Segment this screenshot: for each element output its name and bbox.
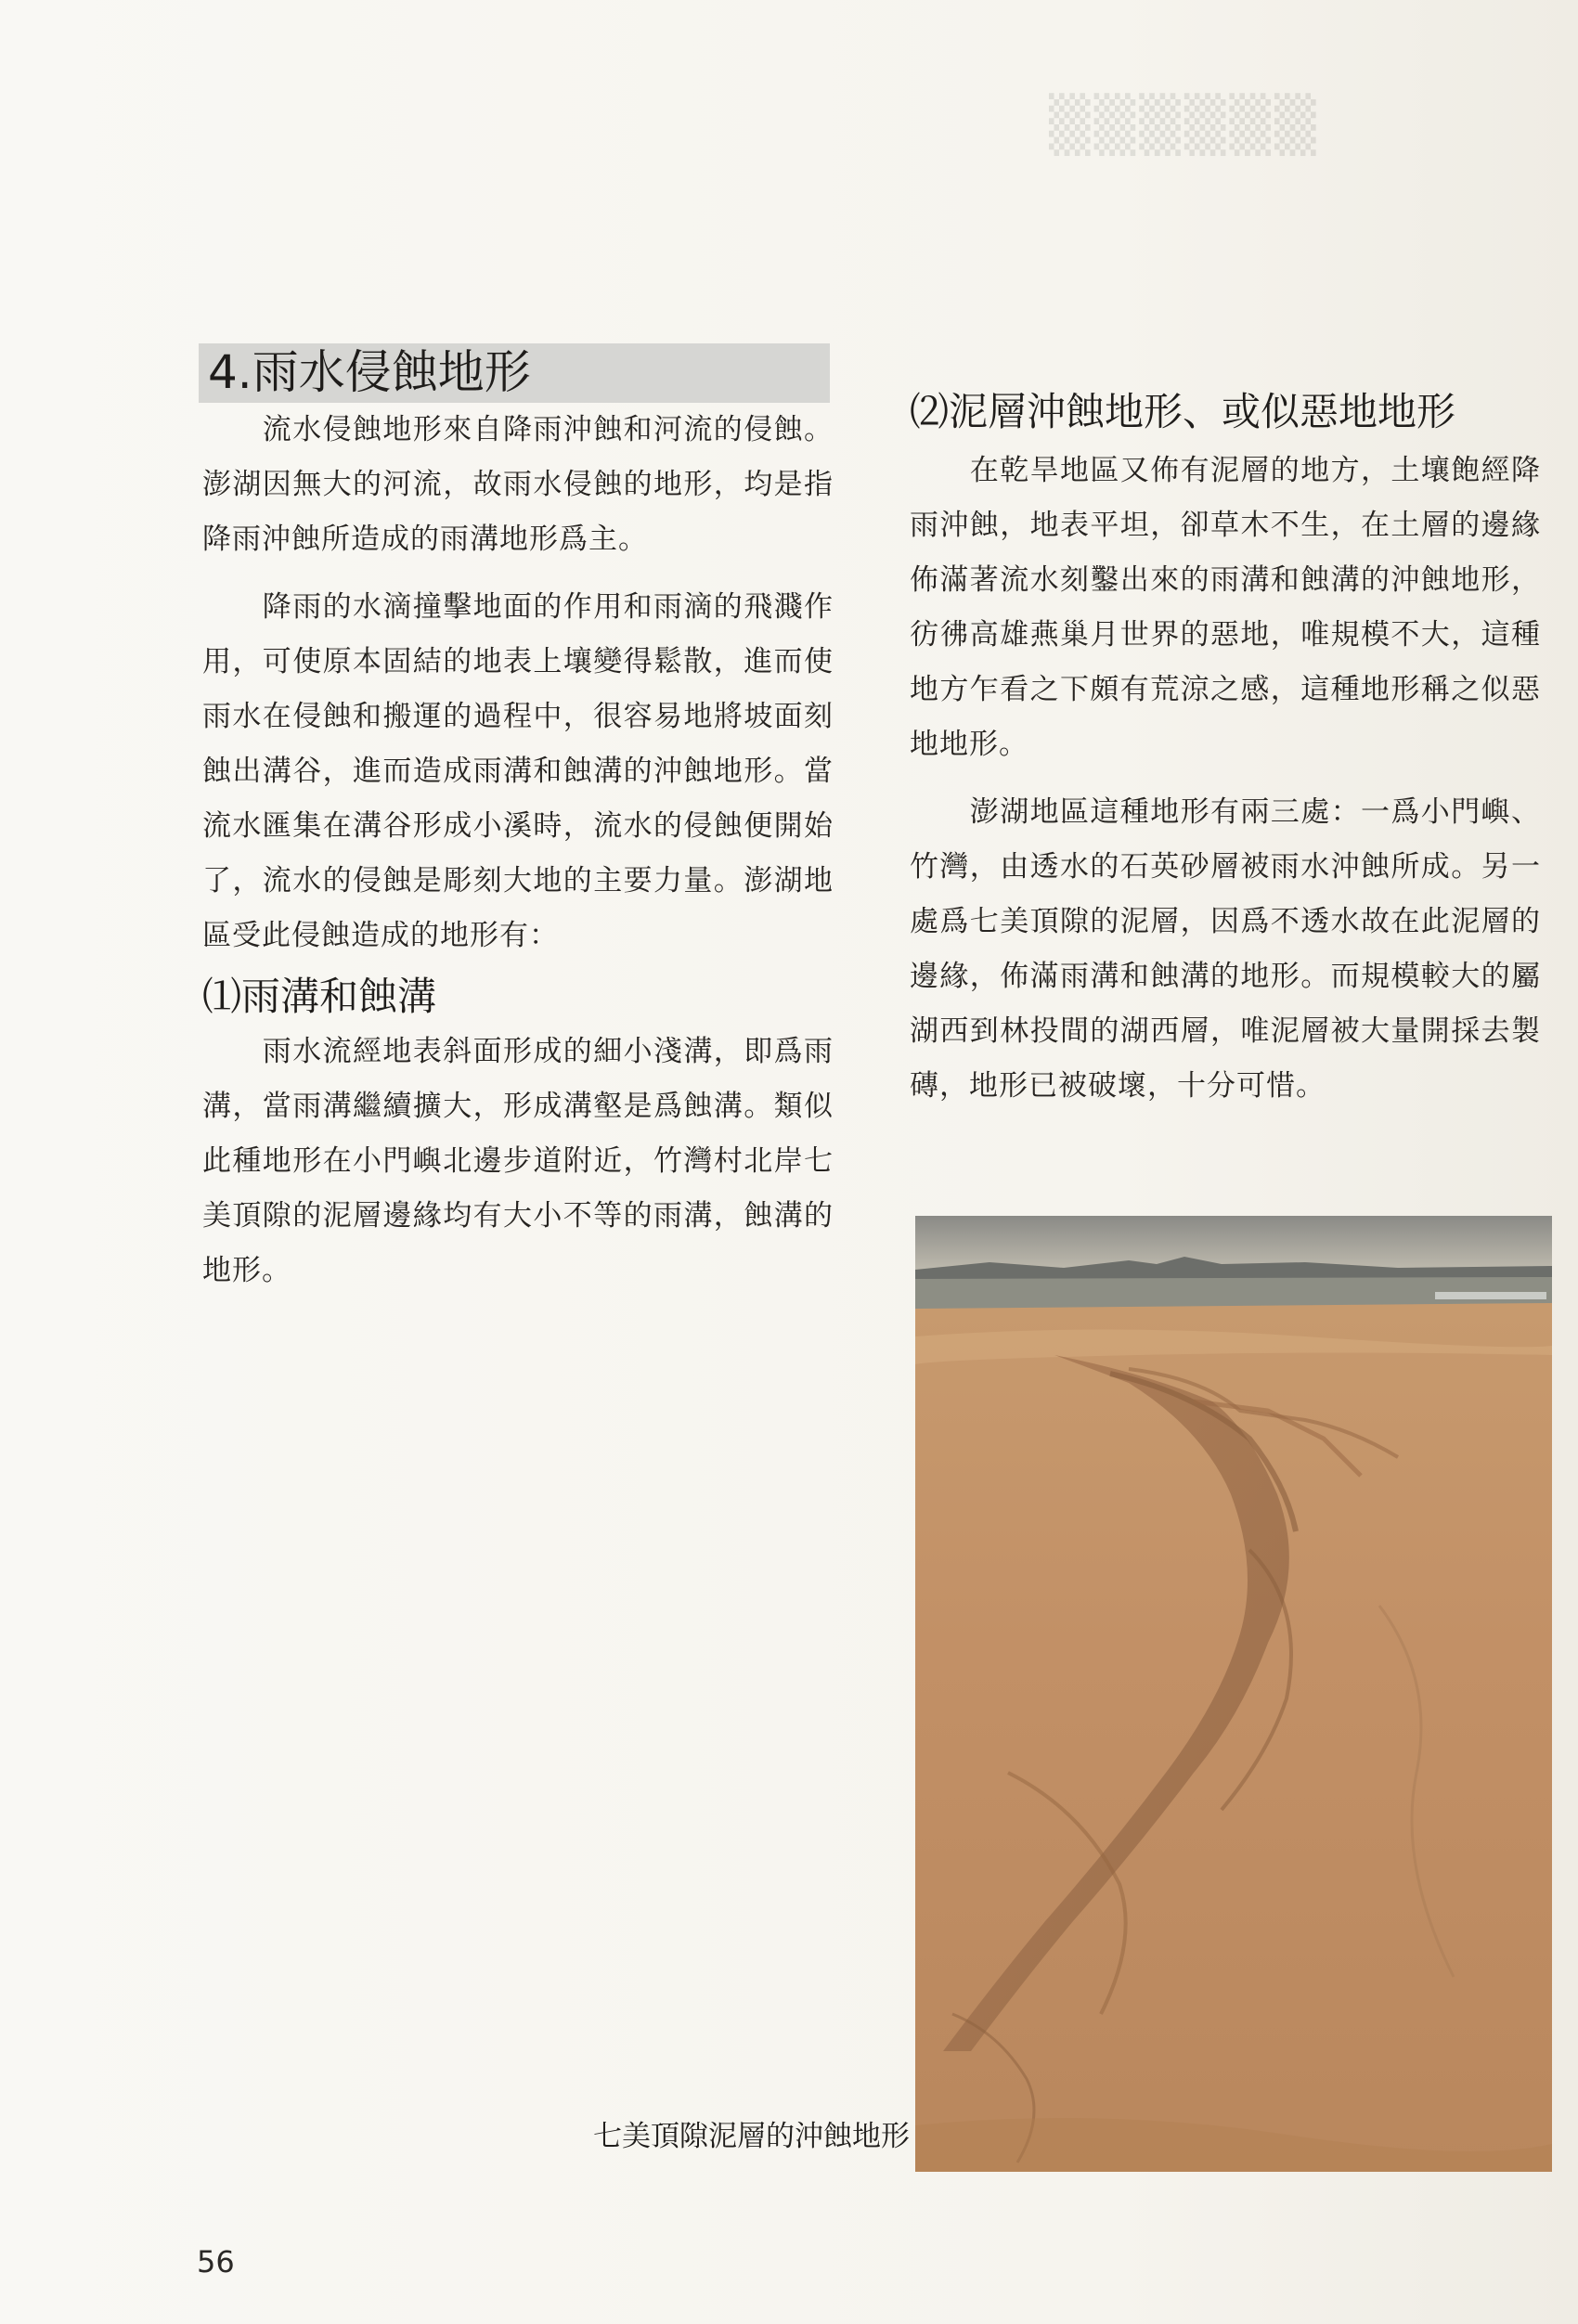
left-column xyxy=(202,343,834,1298)
erosion-landscape-photo xyxy=(915,1216,1552,2172)
paragraph: 澎湖地區這種地形有兩三處：一爲小門嶼、竹灣，由透水的石英砂層被雨水沖蝕所成。另一處爲七美頂隙的泥層，因爲不透水故在此泥層的邊緣，佈滿雨溝和蝕溝的地形。而規模較大的屬湖西到林投間的湖西層，唯泥層被大量開採去製磚，地形已被破壞，十分可惜。 xyxy=(910,795,1541,1103)
paragraph: 流水侵蝕地形來自降雨沖蝕和河流的侵蝕。澎湖因無大的河流，故雨水侵蝕的地形，均是指降雨沖蝕所造成的雨溝地形爲主。 xyxy=(202,413,834,556)
section-title: 4.雨水侵蝕地形 xyxy=(199,343,830,403)
paragraph: 雨水流經地表斜面形成的細小淺溝，即爲雨溝，當雨溝繼續擴大，形成溝壑是爲蝕溝。類似此種地形在小門嶼北邊步道附近，竹灣村北岸七美頂隙的泥層邊緣均有大小不等的雨溝，蝕溝的地形。 xyxy=(202,1035,834,1287)
paragraph: 在乾旱地區又佈有泥層的地方，土壤飽經降雨沖蝕，地表平坦，卻草木不生，在土層的邊緣佈滿著流水刻鑿出來的雨溝和蝕溝的沖蝕地形，彷彿高雄燕巢月世界的惡地，唯規模不大，這種地方乍看之下頗有荒涼之感，這種地形稱之似惡地地形。 xyxy=(910,454,1541,761)
subsection-title: ⑵泥層沖蝕地形、或似惡地地形 xyxy=(910,389,1456,434)
page-number: 56 xyxy=(197,2244,235,2279)
paragraph: 降雨的水滴撞擊地面的作用和雨滴的飛濺作用，可使原本固結的地表上壤變得鬆散，進而使雨水在侵蝕和搬運的過程中，很容易地將坡面刻蝕出溝谷，進而造成雨溝和蝕溝的沖蝕地形。當流水匯集在溝谷形成小溪時，流水的侵蝕便開始了，流水的侵蝕是彫刻大地的主要力量。澎湖地區受此侵蝕造成的地形有： xyxy=(202,590,834,952)
photo-caption: 七美頂隙泥層的沖蝕地形 xyxy=(593,2120,910,2153)
right-column xyxy=(910,388,1541,1114)
subsection-title: ⑴雨溝和蝕溝 xyxy=(202,974,437,1019)
bleed-through-header: ▒▒▒▒▒▒ xyxy=(1049,93,1320,156)
